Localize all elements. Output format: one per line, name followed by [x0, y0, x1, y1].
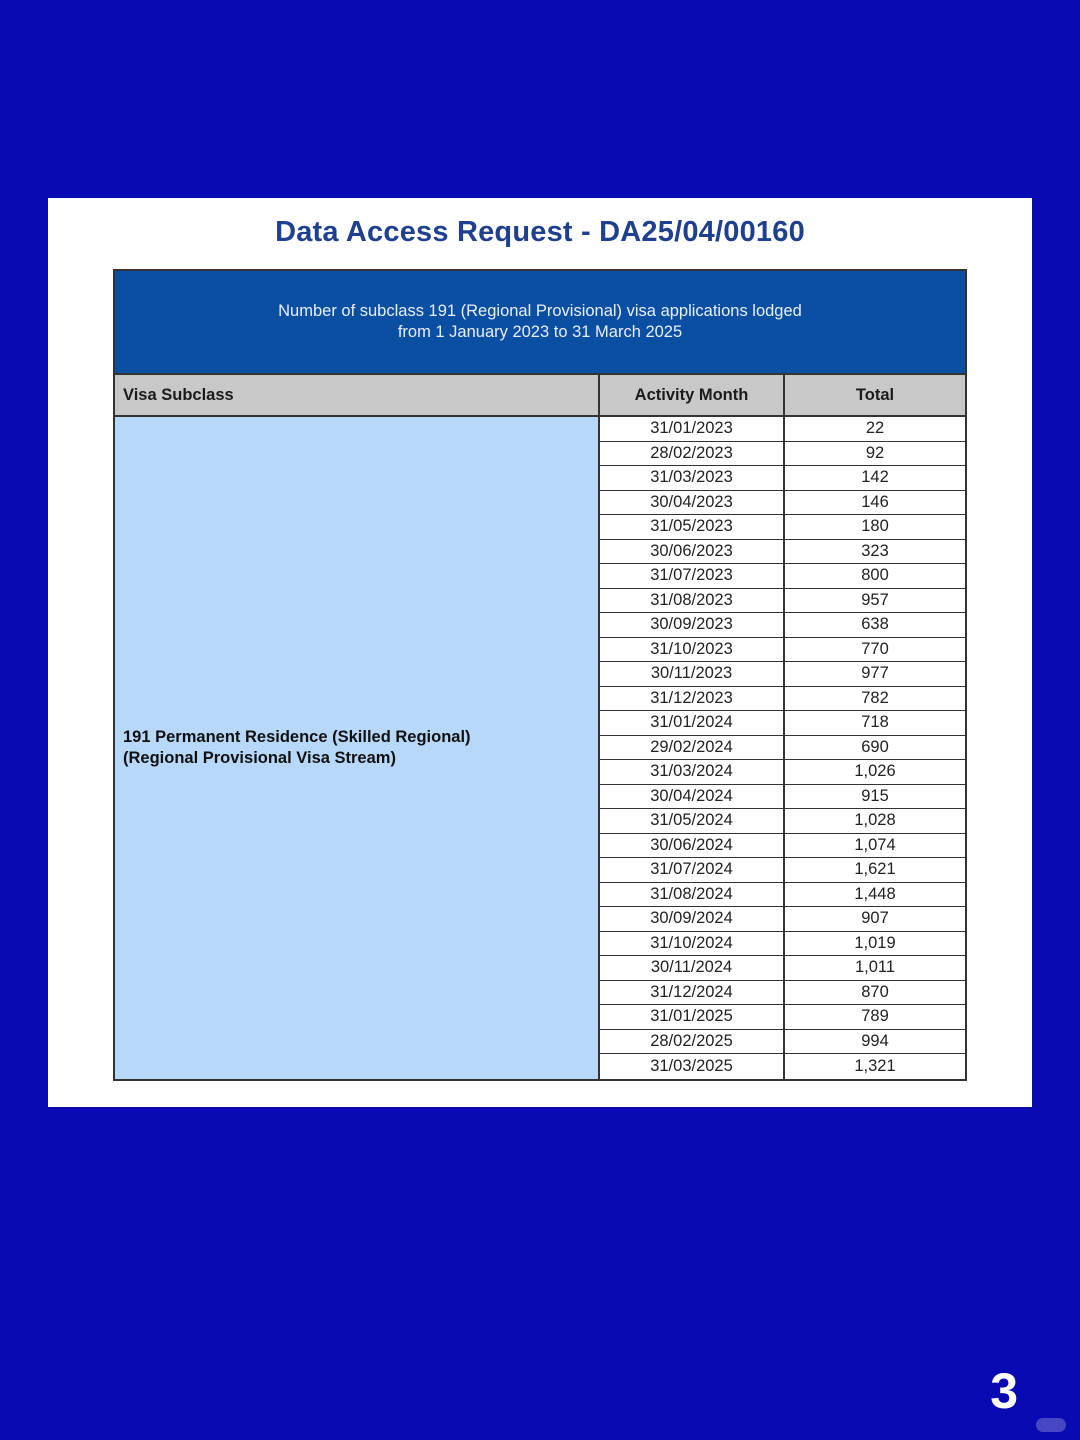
total-cell: 1,621	[854, 860, 896, 879]
table-row	[600, 711, 965, 736]
activity-month-cell: 30/09/2023	[600, 613, 785, 637]
total-cell: 146	[861, 492, 889, 511]
activity-month-cell: 31/10/2023	[600, 638, 785, 662]
table-row	[600, 956, 965, 981]
activity-month-cell: 28/02/2025	[600, 1030, 785, 1054]
total-cell: 1,026	[854, 762, 896, 781]
activity-month-cell: 31/08/2023	[600, 589, 785, 613]
activity-month-cell: 30/04/2024	[600, 785, 785, 809]
table-row	[600, 662, 965, 687]
activity-month-cell: 30/04/2023	[600, 491, 785, 515]
total-cell: 638	[861, 615, 889, 634]
activity-month-cell: 30/06/2023	[600, 540, 785, 564]
table-row	[600, 760, 965, 785]
activity-month-cell: 31/05/2024	[600, 809, 785, 833]
activity-month-cell: 31/05/2023	[600, 515, 785, 539]
table-row	[600, 907, 965, 932]
total-cell: 1,011	[854, 958, 896, 977]
activity-month-cell: 31/03/2023	[600, 466, 785, 490]
activity-month-cell: 31/03/2024	[600, 760, 785, 784]
total-cell: 994	[861, 1031, 889, 1050]
table-row	[600, 564, 965, 589]
activity-month-cell: 31/01/2023	[600, 417, 785, 441]
total-cell: 957	[861, 590, 889, 609]
total-cell: 782	[861, 688, 889, 707]
document-title: Data Access Request - DA25/04/00160	[275, 216, 805, 248]
visa-subclass-cell	[115, 417, 600, 1079]
table-row	[600, 613, 965, 638]
banner-line-1: Number of subclass 191 (Regional Provisional) visa applications lodged	[278, 302, 802, 320]
activity-month-cell: 31/07/2023	[600, 564, 785, 588]
table-row	[600, 981, 965, 1006]
total-cell: 718	[861, 713, 889, 732]
total-cell: 1,028	[854, 811, 896, 830]
table-row	[600, 736, 965, 761]
total-cell: 92	[865, 443, 885, 462]
total-cell: 1,074	[854, 835, 896, 854]
table-row	[600, 1030, 965, 1055]
total-cell: 977	[861, 664, 889, 683]
activity-month-cell: 31/01/2024	[600, 711, 785, 735]
header-activity-month: Activity Month	[600, 375, 785, 415]
table-row	[600, 785, 965, 810]
table-row	[600, 1005, 965, 1030]
header-visa-subclass: Visa Subclass	[115, 375, 600, 415]
watermark-badge	[1036, 1418, 1066, 1432]
table-row	[600, 858, 965, 883]
activity-month-cell: 31/01/2025	[600, 1005, 785, 1029]
table-row	[600, 442, 965, 467]
table-body	[115, 417, 965, 1079]
total-cell: 323	[861, 541, 889, 560]
total-cell: 789	[861, 1007, 889, 1026]
subclass-line-2: (Regional Provisional Visa Stream)	[123, 748, 396, 767]
banner-line-2: from 1 January 2023 to 31 March 2025	[397, 323, 683, 341]
table-row	[600, 515, 965, 540]
total-cell: 870	[861, 982, 889, 1001]
activity-month-cell: 31/03/2025	[600, 1054, 785, 1079]
total-cell: 142	[861, 468, 889, 487]
activity-month-cell: 30/11/2023	[600, 662, 785, 686]
table-banner	[115, 271, 965, 375]
table-row	[600, 540, 965, 565]
total-cell: 915	[861, 786, 889, 805]
activity-month-cell: 31/07/2024	[600, 858, 785, 882]
table-row	[600, 932, 965, 957]
table-row	[600, 417, 965, 442]
activity-month-cell: 31/12/2024	[600, 981, 785, 1005]
table-row	[600, 466, 965, 491]
table-row	[600, 589, 965, 614]
total-cell: 907	[861, 909, 889, 928]
activity-month-cell: 30/09/2024	[600, 907, 785, 931]
total-cell: 180	[861, 517, 889, 536]
activity-month-cell: 31/12/2023	[600, 687, 785, 711]
document-page	[48, 198, 1032, 1107]
column-headers	[115, 375, 965, 417]
activity-month-cell: 29/02/2024	[600, 736, 785, 760]
total-cell: 1,448	[854, 884, 896, 903]
table-row	[600, 491, 965, 516]
total-cell: 770	[861, 639, 889, 658]
visa-applications-table	[113, 269, 967, 1081]
table-row	[600, 883, 965, 908]
activity-month-cell: 30/06/2024	[600, 834, 785, 858]
header-total: Total	[855, 385, 895, 404]
table-row	[600, 1054, 965, 1079]
page-number: 3	[990, 1363, 1018, 1419]
subclass-line-1: 191 Permanent Residence (Skilled Regional)	[123, 727, 471, 746]
table-row	[600, 809, 965, 834]
total-cell: 1,019	[854, 933, 896, 952]
total-cell: 800	[861, 566, 889, 585]
table-row	[600, 834, 965, 859]
activity-month-cell: 28/02/2023	[600, 442, 785, 466]
table-row	[600, 638, 965, 663]
activity-month-cell: 31/10/2024	[600, 932, 785, 956]
table-row	[600, 687, 965, 712]
total-cell: 22	[865, 419, 885, 438]
activity-month-cell: 31/08/2024	[600, 883, 785, 907]
activity-month-cell: 30/11/2024	[600, 956, 785, 980]
total-cell: 690	[861, 737, 889, 756]
table-rows	[600, 417, 965, 1079]
total-cell: 1,321	[854, 1056, 896, 1075]
